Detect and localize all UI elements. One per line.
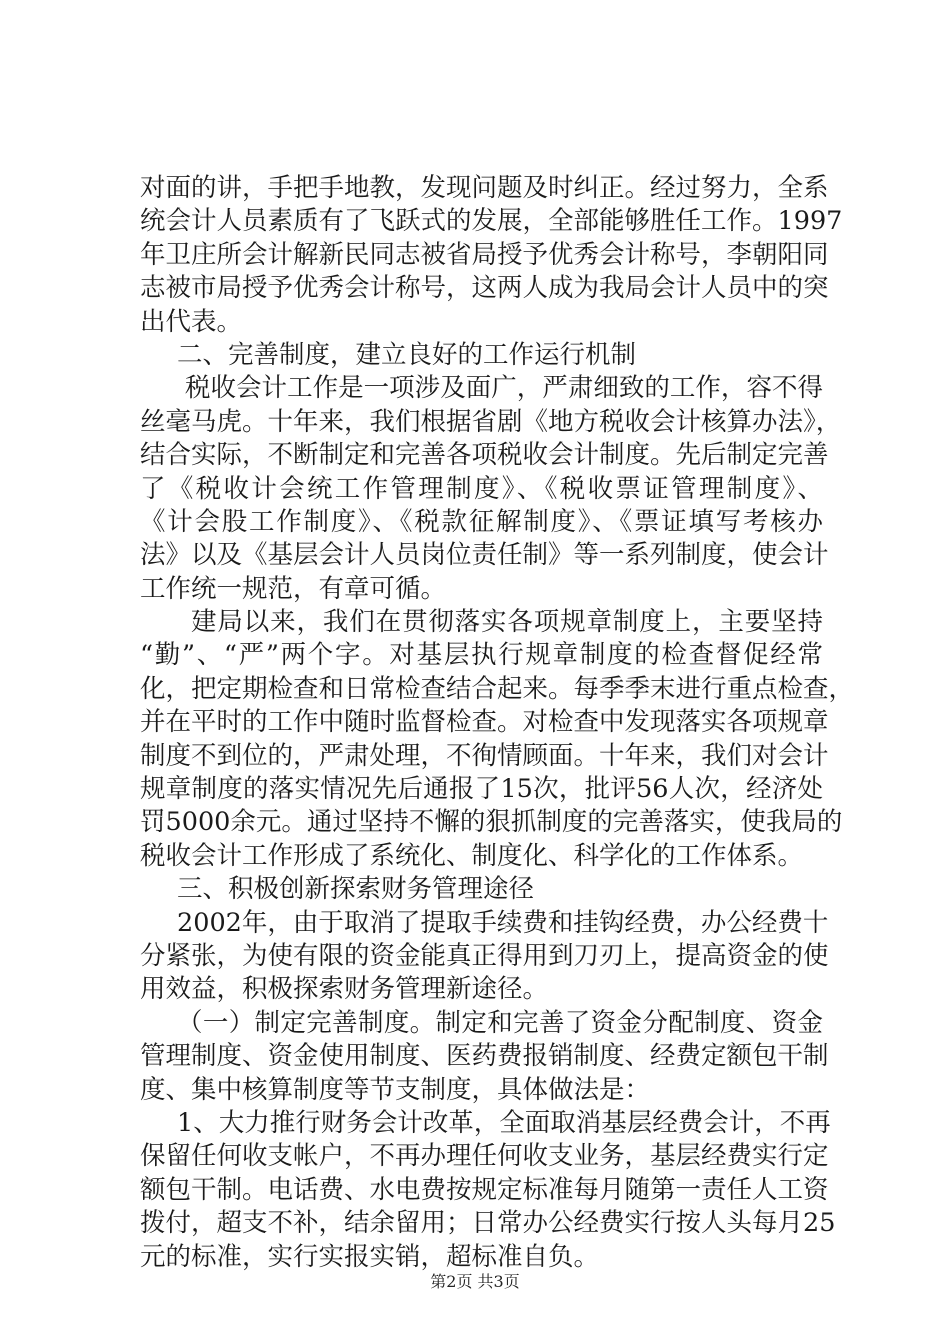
text-line: 丝毫马虎。十年来，我们根据省剧《地方税收会计核算办法》， (140, 406, 842, 437)
text-line: 化，把定期检查和日常检查结合起来。每季季末进行重点检查， (140, 673, 855, 704)
text-line: 额包干制。电话费、水电费按规定标准每月随第一责任人工资 (140, 1174, 829, 1205)
text-line: 规章制度的落实情况先后通报了15次，批评56人次，经济处 (140, 774, 823, 805)
text-line: 制度不到位的，严肃处理，不徇情顾面。十年来，我们对会计 (140, 740, 829, 771)
text-line: 志被市局授予优秀会计称号，这两人成为我局会计人员中的突 (140, 273, 829, 304)
text-line: 《计会股工作制度》、《税款征解制度》、《票证填写考核办 (140, 506, 823, 537)
text-line: 出代表。 (140, 306, 243, 337)
text-line: 建局以来，我们在贯彻落实各项规章制度上，主要坚持 (191, 607, 823, 638)
text-line: 对面的讲，手把手地教，发现问题及时纠正。经过努力，全系 (140, 173, 829, 203)
text-line: 元的标准，实行实报实销，超标准自负。 (140, 1241, 600, 1272)
text-line: 用效益，积极探索财务管理新途径。 (140, 974, 549, 1005)
section-heading: 二、完善制度，建立良好的工作运行机制 (177, 339, 637, 370)
text-line: 度、集中核算制度等节支制度，具体做法是： (140, 1074, 651, 1105)
text-line: 税收会计工作形成了系统化、制度化、科学化的工作体系。 (140, 840, 804, 871)
text-line: 拨付，超支不补，结余留用；日常办公经费实行按人头每月25 (140, 1208, 836, 1239)
text-line: 法》以及《基层会计人员岗位责任制》等一系列制度，使会计 (140, 540, 829, 571)
text-line: 2002年，由于取消了提取手续费和挂钩经费，办公经费十 (177, 907, 829, 938)
section-heading: 三、积极创新探索财务管理途径 (177, 874, 535, 905)
text-line: （一）制定完善制度。制定和完善了资金分配制度、资金 (177, 1007, 823, 1038)
text-line: 罚5000余元。通过坚持不懈的狠抓制度的完善落实，使我局的 (140, 807, 843, 838)
text-line: 保留任何收支帐户，不再办理任何收支业务，基层经费实行定 (140, 1141, 829, 1172)
document-body (140, 172, 855, 1274)
text-line: 统会计人员素质有了飞跃式的发展，全部能够胜任工作。1997 (140, 206, 843, 237)
text-line: 分紧张，为使有限的资金能真正得用到刀刃上，提高资金的使 (140, 940, 829, 971)
text-line: 并在平时的工作中随时监督检查。对检查中发现落实各项规章 (140, 707, 829, 738)
text-line: 1、大力推行财务会计改革，全面取消基层经费会计，不再 (177, 1107, 831, 1138)
page-footer: 第2页 共3页 (430, 1272, 520, 1291)
text-line: 税收会计工作是一项涉及面广，严肃细致的工作，容不得 (185, 373, 823, 404)
text-line: 结合实际，不断制定和完善各项税收会计制度。先后制定完善 (140, 440, 829, 471)
text-line: 年卫庄所会计解新民同志被省局授予优秀会计称号，李朝阳同 (140, 239, 829, 270)
text-line: 工作统一规范，有章可循。 (140, 573, 447, 604)
text-line: 了《税收计会统工作管理制度》、《税收票证管理制度》、 (140, 473, 823, 504)
text-line: 管理制度、资金使用制度、医药费报销制度、经费定额包干制 (140, 1041, 829, 1072)
text-line: “勤”、“严”两个字。对基层执行规章制度的检查督促经常 (140, 640, 823, 671)
